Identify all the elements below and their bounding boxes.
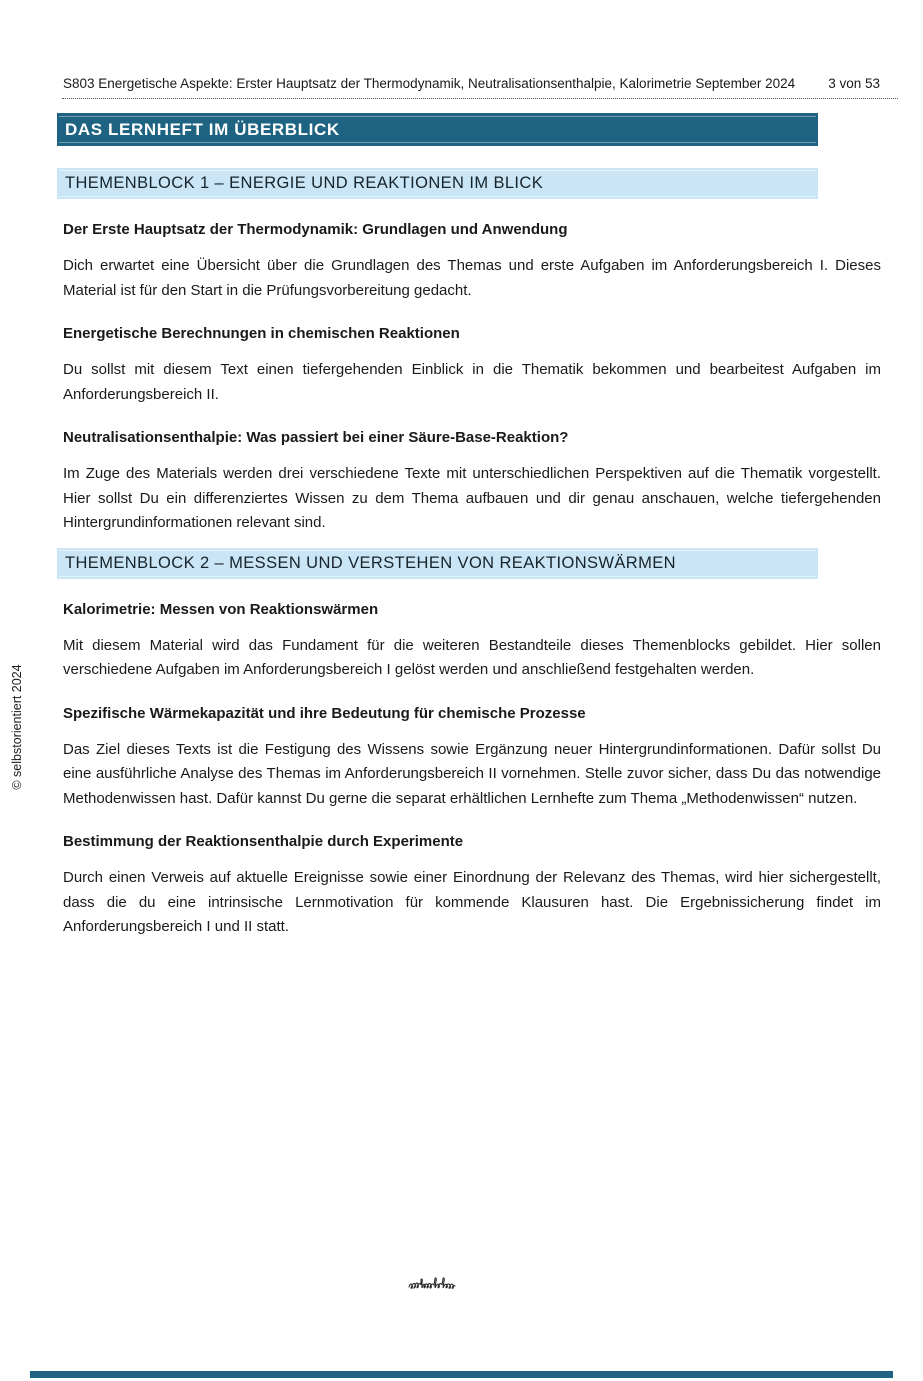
page-header — [63, 76, 880, 92]
themenblock-2-label: THEMENBLOCK 2 – MESSEN UND VERSTEHEN VON REAKTIONSWÄRMEN — [65, 553, 676, 572]
footer-bar — [30, 1371, 893, 1378]
themenblock-1-banner — [57, 168, 818, 199]
section1-body-1: Dich erwartet eine Übersicht über die Grundlagen des Themas und erste Aufgaben im Anforderungsbereich I. Dieses Material ist für den Start in die Prüfungsvorbereitung gedacht. — [63, 257, 881, 299]
themenblock-2-banner — [57, 548, 818, 579]
section2-body-3: Durch einen Verweis auf aktuelle Ereignisse sowie einer Einordnung der Relevanz des Themas, wird hier sichergestellt, dass die du eine intrinsische Lernmotivation für kommende Klausuren hast. Die Ergebnissicherung findet im Anforderungsbereich I und II statt. — [63, 869, 881, 935]
content-column — [63, 113, 881, 940]
signature-scribble — [407, 1276, 457, 1292]
signature-scribble-icon — [407, 1276, 457, 1292]
section2-heading-2: Spezifische Wärmekapazität und ihre Bedeutung für chemische Prozesse — [63, 704, 586, 722]
section1-body-2: Du sollst mit diesem Text einen tiefergehenden Einblick in die Thematik bekommen und bearbeitest Aufgaben im Anforderungsbereich II. — [63, 361, 881, 403]
header-divider — [62, 98, 898, 99]
overview-banner-label: DAS LERNHEFT IM ÜBERBLICK — [65, 119, 340, 139]
section2-heading-1: Kalorimetrie: Messen von Reaktionswärmen — [63, 600, 379, 618]
section2-heading-3: Bestimmung der Reaktionsenthalpie durch Experimente — [63, 833, 464, 850]
overview-banner — [57, 113, 818, 146]
header-title: S803 Energetische Aspekte: Erster Hauptsatz der Thermodynamik, Neutralisationsenthalpie, Kalorimetrie September 2024 — [63, 76, 796, 91]
section2-body-2: Das Ziel dieses Texts ist die Festigung des Wissens sowie Ergänzung neuer Hintergrundinformationen. Dafür sollst Du eine ausführliche Analyse des Themas im Anforderungsbereich II vornehmen. Stelle zuvor sicher, dass Du das notwendige Methodenwissen hast. Dafür kannst Du gerne die separat erhältlichen Lernhefte zum Thema „Methodenwissen“ nutzen. — [63, 740, 881, 807]
section2-body-1: Mit diesem Material wird das Fundament für die weiteren Bestandteile dieses Themenblocks gebildet. Hier sollen verschiedene Aufgaben im Anforderungsbereich I gelöst werden und anschließend festgehalten werden. — [63, 636, 881, 678]
themenblock-1-label: THEMENBLOCK 1 – ENERGIE UND REAKTIONEN IM BLICK — [65, 174, 544, 192]
section1-heading-2: Energetische Berechnungen in chemischen Reaktionen — [63, 325, 460, 342]
section1-heading-1: Der Erste Hauptsatz der Thermodynamik: Grundlagen und Anwendung — [63, 221, 568, 238]
section1-body-3: Im Zuge des Materials werden drei verschiedene Texte mit unterschiedlichen Perspektiven auf die Thematik vorgestellt. Hier sollst Du ein differenziertes Wissen zu dem Thema aufbauen und dir genau anschauen, welche tiefergehenden Hintergrundinformationen relevant sind. — [63, 465, 881, 531]
page-number: 3 von 53 — [828, 76, 880, 91]
side-copyright: © selbstorientiert 2024 — [10, 664, 24, 790]
section1-heading-3: Neutralisationsenthalpie: Was passiert bei einer Säure-Base-Reaktion? — [63, 429, 569, 446]
